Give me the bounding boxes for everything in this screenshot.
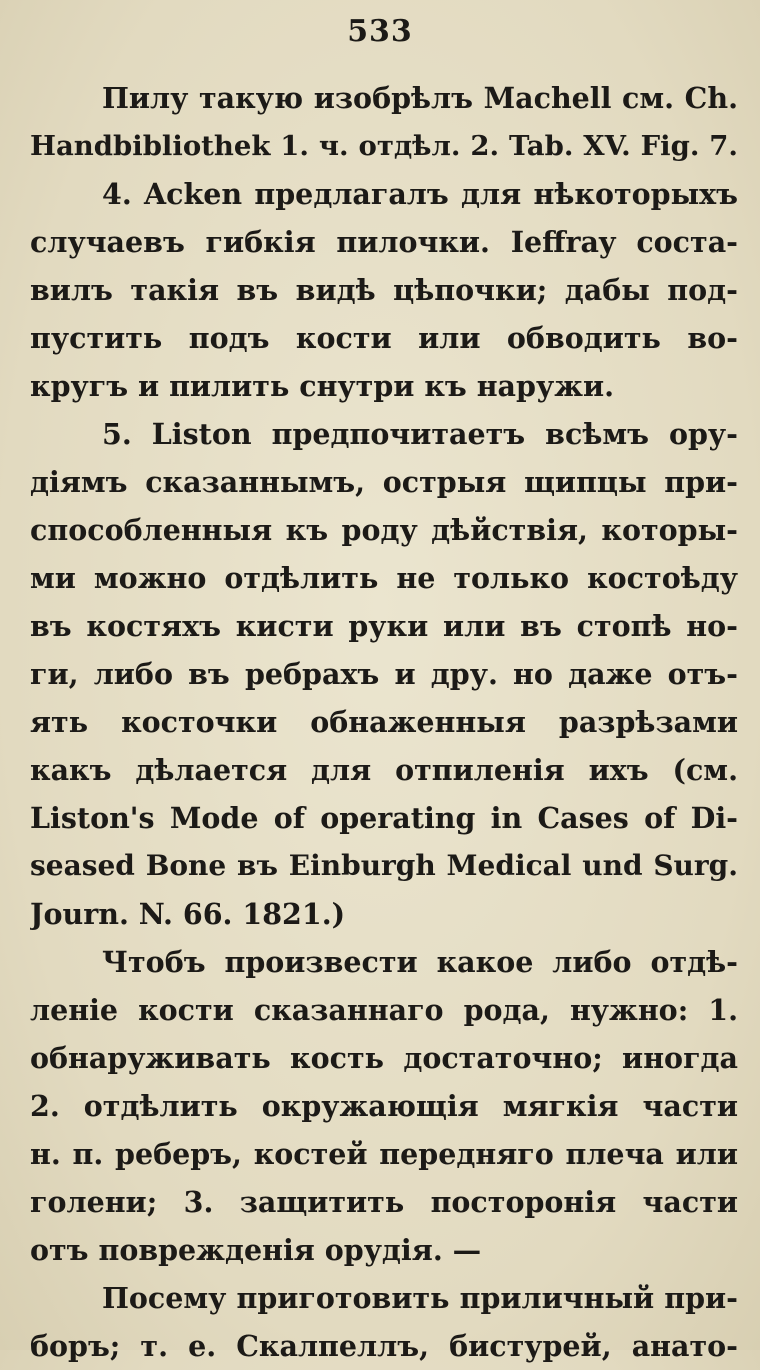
- text-line: 5. Liston предпочитаетъ всѣмъ ору-: [102, 417, 738, 451]
- page-text: [30, 74, 738, 1370]
- text-line: Journ. N. 66. 1821.): [30, 897, 346, 931]
- text-line: Пилу такую изобрѣлъ Machell см. Ch.: [102, 81, 738, 115]
- text-line: діямъ сказаннымъ, острыя щипцы при-: [30, 465, 738, 499]
- text-line: пустить подъ кости или обводить во-: [30, 321, 738, 355]
- text-line: ги, либо въ ребрахъ и дру. но даже отъ-: [30, 657, 738, 691]
- text-line: кругъ и пилить снутри къ наружи.: [30, 369, 615, 403]
- text-line: въ костяхъ кисти руки или въ стопѣ но-: [30, 609, 738, 643]
- text-line: ять косточки обнаженныя разрѣзами: [30, 705, 738, 739]
- text-line: обнаруживать кость достаточно; иногда: [30, 1041, 738, 1075]
- text-line: ми можно отдѣлить не только костоѣду: [30, 561, 738, 595]
- text-line: случаевъ гибкія пилочки. Ieffray соста-: [30, 225, 738, 259]
- text-line: какъ дѣлается для отпиленія ихъ (см.: [30, 753, 738, 787]
- text-line: 2. отдѣлить окружающія мягкія части: [30, 1089, 738, 1123]
- text-line: Чтобъ произвести какое либо отдѣ-: [102, 945, 738, 979]
- text-line: голени; 3. защитить посторонія части: [30, 1185, 738, 1219]
- page-number: 533: [347, 14, 413, 49]
- text-line: Liston's Mode of operating in Cases of Di-: [30, 801, 738, 835]
- text-line: 4. Acken предлагалъ для нѣкоторыхъ: [102, 177, 738, 211]
- text-line: леніе кости сказаннаго рода, нужно: 1.: [30, 993, 738, 1027]
- text-line: боръ; т. е. Скалпеллъ, бистурей, анато-: [30, 1329, 738, 1363]
- text-line: н. п. реберъ, костей передняго плеча или: [30, 1137, 738, 1171]
- text-line: вилъ такія въ видѣ цѣпочки; дабы под-: [30, 273, 738, 307]
- text-line: Handbibliothek 1. ч. отдѣл. 2. Tab. XV. Fig. 7.: [30, 130, 738, 162]
- text-line: Посему приготовить приличный при-: [102, 1281, 738, 1315]
- text-line: способленныя къ роду дѣйствія, которы-: [30, 513, 738, 547]
- text-line: отъ поврежденія орудія. —: [30, 1233, 482, 1267]
- text-line: seased Bone въ Einburgh Medical und Surg.: [30, 849, 738, 882]
